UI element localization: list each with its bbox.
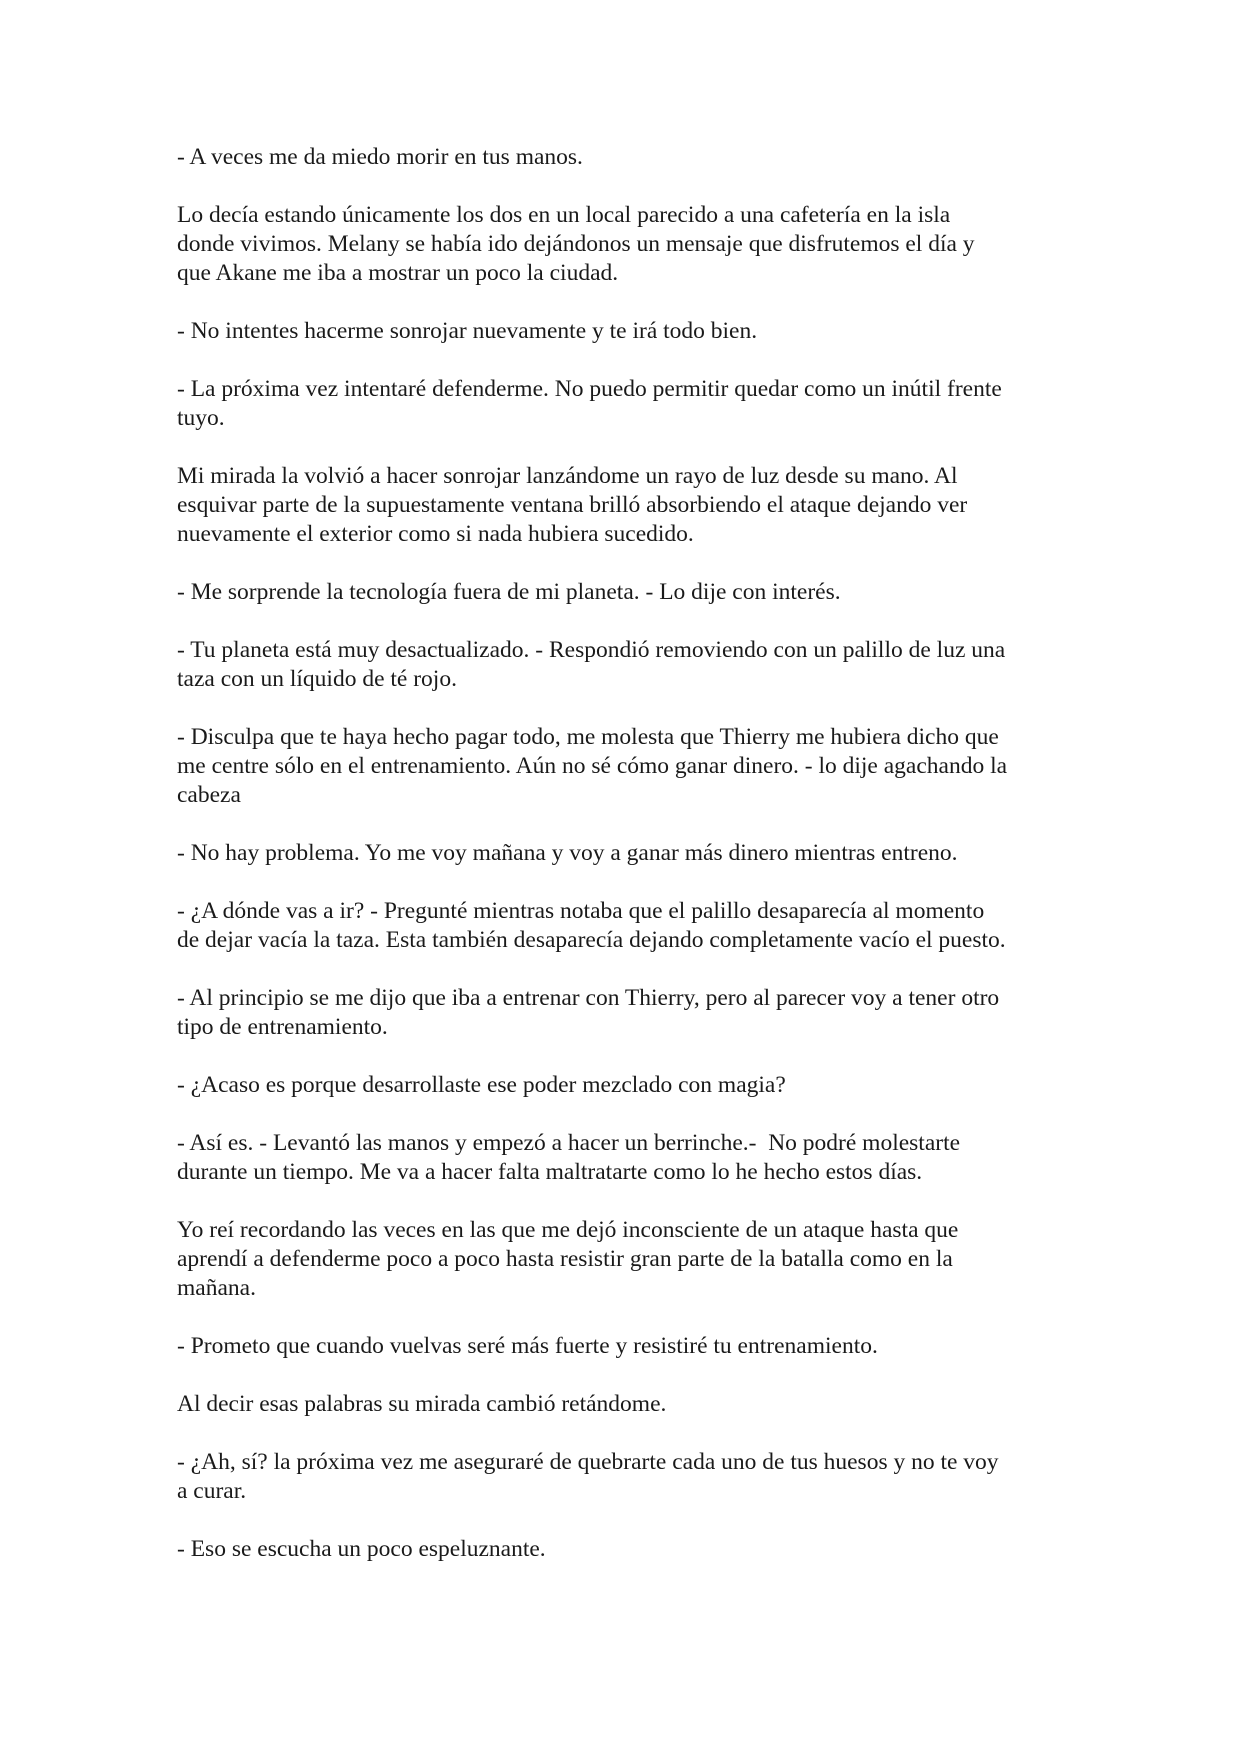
paragraph-3: - No intentes hacerme sonrojar nuevamente y te irá todo bien. [177,318,758,344]
paragraph-17: - ¿Ah, sí? la próxima vez me aseguraré de quebrarte cada uno de tus huesos y no te voy a curar. [177,1449,999,1504]
paragraph-16: Al decir esas palabras su mirada cambió retándome. [177,1391,667,1417]
paragraph-11: - Al principio se me dijo que iba a entrenar con Thierry, pero al parecer voy a tener otro tipo de entrenamiento. [177,985,1000,1040]
paragraph-5: Mi mirada la volvió a hacer sonrojar lanzándome un rayo de luz desde su mano. Al esquivar parte de la supuestamente ventana brilló absorbiendo el ataque dejando ver nuevamente el exterior como si nada hubiera sucedido. [177,463,968,547]
paragraph-13: - Así es. - Levantó las manos y empezó a hacer un berrinche.- No podré molestarte durante un tiempo. Me va a hacer falta maltratarte como lo he hecho estos días. [177,1130,961,1185]
paragraph-4: - La próxima vez intentaré defenderme. No puedo permitir quedar como un inútil frente tuyo. [177,376,1002,431]
paragraph-8: - Disculpa que te haya hecho pagar todo, me molesta que Thierry me hubiera dicho que me centre sólo en el entrenamiento. Aún no sé cómo ganar dinero. - lo dije agachando la cabeza [177,724,1008,808]
paragraph-6: - Me sorprende la tecnología fuera de mi planeta. - Lo dije con interés. [177,579,841,605]
paragraph-10: - ¿A dónde vas a ir? - Pregunté mientras notaba que el palillo desaparecía al momento de dejar vacía la taza. Esta también desaparecía dejando completamente vacío el puesto. [177,898,1006,953]
paragraph-7: - Tu planeta está muy desactualizado. - Respondió removiendo con un palillo de luz una taza con un líquido de té rojo. [177,637,1006,692]
paragraph-15: - Prometo que cuando vuelvas seré más fuerte y resistiré tu entrenamiento. [177,1333,878,1359]
paragraph-14: Yo reí recordando las veces en las que me dejó inconsciente de un ataque hasta que aprendí a defenderme poco a poco hasta resistir gran parte de la batalla como en la mañana. [177,1217,959,1301]
paragraph-9: - No hay problema. Yo me voy mañana y voy a ganar más dinero mientras entreno. [177,840,958,866]
paragraph-18: - Eso se escucha un poco espeluznante. [177,1536,546,1562]
paragraph-2: Lo decía estando únicamente los dos en un local parecido a una cafetería en la isla donde vivimos. Melany se había ido dejándonos un mensaje que disfrutemos el día y que Akane me iba a mostrar un poco la ciudad. [177,202,975,286]
paragraph-1: - A veces me da miedo morir en tus manos. [177,144,583,170]
paragraph-12: - ¿Acaso es porque desarrollaste ese poder mezclado con magia? [177,1072,786,1098]
document-body [177,143,1077,1593]
